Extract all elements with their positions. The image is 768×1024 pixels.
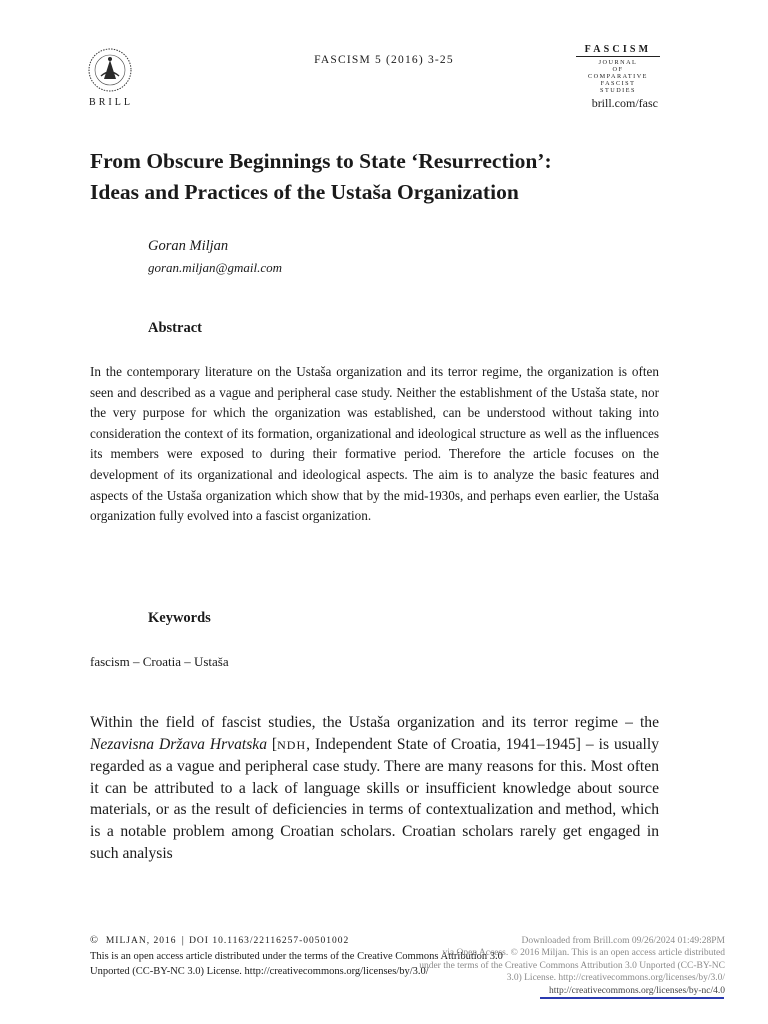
stamp-link-underline xyxy=(540,997,724,999)
article-title-line-2: Ideas and Practices of the Ustaša Organization xyxy=(90,180,519,204)
publisher-name: BRILL xyxy=(89,97,133,108)
journal-logo-line: STUDIES xyxy=(600,87,636,94)
download-stamp-line: Downloaded from Brill.com 09/26/2024 01:49:28PM xyxy=(521,936,725,946)
journal-logo-line: COMPARATIVE xyxy=(588,73,648,80)
journal-logo-line: JOURNAL xyxy=(598,59,638,66)
download-stamp-line: 3.0) License. http://creativecommons.org/licenses/by/3.0/ xyxy=(506,973,725,984)
article-title xyxy=(90,146,690,208)
copyright-line xyxy=(90,935,349,946)
keywords-text: fascism – Croatia – Ustaša xyxy=(90,654,229,669)
download-stamp xyxy=(400,935,725,997)
journal-url[interactable]: brill.com/fasc xyxy=(591,96,658,110)
body-text-segment: Within the field of fascist studies, the Ustaša organization and its terror regime – the xyxy=(90,714,659,731)
download-stamp-link[interactable]: http://creativecommons.org/licenses/by-nc/4.0 xyxy=(548,985,725,996)
journal-logo xyxy=(574,44,662,94)
body-paragraph xyxy=(90,712,659,864)
author-email[interactable]: goran.miljan@gmail.com xyxy=(148,260,283,275)
keywords-heading: Keywords xyxy=(148,610,211,626)
copyright-symbol: © xyxy=(90,935,98,946)
download-stamp-line: via Open Access. © 2016 Miljan. This is an open access article distributed xyxy=(442,948,725,959)
abstract-heading: Abstract xyxy=(148,320,202,336)
journal-logo-rule xyxy=(576,56,660,57)
abstract-text: In the contemporary literature on the Ustaša organization and its terror regime, the organization is often seen and described as a vague and peripheral case study. Neither the establishment of the Ustaša state, nor the very purpose for which the organization was established, can be understood without taking into consideration the context of its formation, organizational and ideological structure as well as the influences its members were exposed to during their formative period. Therefore the article focuses on the development of its organizational and ideological aspects. The aim is to analyze the basic features and aspects of the Ustaša organization which show that by the mid-1930s, and perhaps even earlier, the Ustaša organization fully evolved into a fascist organization. xyxy=(90,364,659,524)
license-text: This is an open access article distributed under the terms of the Creative Commons Attribution 3.0 Unported (CC-BY-NC 3.0) License. http://creativecommons.org/licenses/by/3.0/ xyxy=(90,951,503,977)
body-italic-term: Nezavisna Država Hrvatska xyxy=(90,735,268,753)
body-text-segment: , Independent State of Croatia, 1941–1945] – is usually regarded as a vague and peripheral case study. There are many reasons for this. Most often it can be attributed to a lack of language skills or insufficient knowledge about source materials, or as the result of deficiencies in terms of contextualization and method, which is a notable problem among Croatian scholars. Croatian scholars rarely get engaged in such analysis xyxy=(90,735,659,862)
copyright-name: MILJAN, 2016 xyxy=(105,936,177,946)
article-title-line-1: From Obscure Beginnings to State ‘Resurrection’: xyxy=(90,149,552,173)
journal-logo-line: FASCIST xyxy=(600,80,636,87)
footer-separator: | xyxy=(181,935,184,946)
doi[interactable]: DOI 10.1163/22116257-00501002 xyxy=(189,936,350,946)
author-name: Goran Miljan xyxy=(148,238,229,254)
journal-reference: FASCISM 5 (2016) 3-25 xyxy=(314,54,454,66)
journal-logo-title: FASCISM xyxy=(584,44,652,55)
body-abbreviation: NDH xyxy=(277,737,307,752)
journal-logo-line: OF xyxy=(612,66,624,73)
body-text-segment: [ xyxy=(267,735,278,753)
download-stamp-line: under the terms of the Creative Commons Attribution 3.0 Unported (CC-BY-NC xyxy=(419,960,725,971)
